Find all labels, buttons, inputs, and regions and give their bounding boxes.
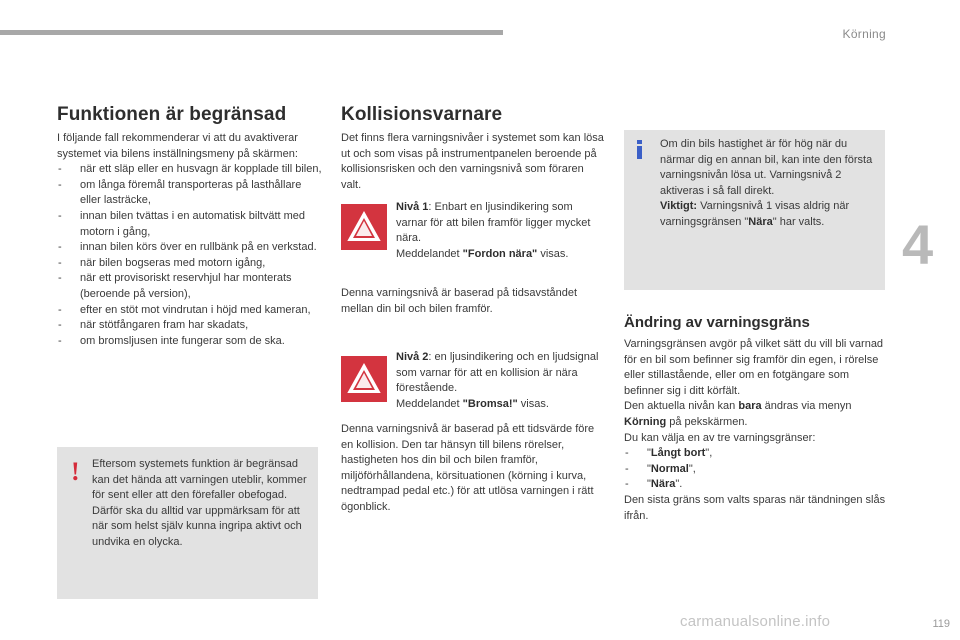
col3-p4: Den sista gräns som valts sparas när tändningen slås ifrån.	[624, 493, 886, 522]
option-suffix: ".	[675, 478, 683, 491]
col3-body	[624, 337, 886, 524]
col1-list	[57, 162, 322, 349]
level1-text	[396, 200, 601, 262]
page-number: 119	[932, 618, 950, 630]
exclamation-icon: !	[71, 457, 80, 486]
info-icon	[636, 140, 644, 160]
level2-desc: : en ljusindikering och en ljudsignal som varnar för att en kollision är nära förestående.	[396, 351, 599, 395]
col3-title: Ändring av varningsgräns	[624, 314, 810, 331]
important-bold: Nära	[748, 215, 773, 228]
list-item: - när ett släp eller en husvagn är kopplade till bilen,	[57, 162, 322, 178]
level1-msg-prefix: Meddelandet	[396, 247, 463, 260]
col1-title: Funktionen är begränsad	[57, 104, 287, 125]
option-suffix: ",	[688, 462, 696, 475]
header-bar	[0, 30, 503, 35]
col1-intro: I följande fall rekommenderar vi att du avaktiverar systemet via bilens inställningsmeny på skärmen:	[57, 132, 298, 160]
list-item: - när ett provisoriskt reservhjul har monterats (beroende på version),	[57, 271, 322, 302]
level2-msg-prefix: Meddelandet	[396, 397, 463, 410]
level2-msg: "Bromsa!"	[462, 397, 518, 410]
option-suffix: ",	[705, 447, 713, 460]
warning-box	[57, 447, 318, 599]
p2d: Körning	[624, 415, 667, 428]
warning-text	[92, 457, 314, 551]
level1-msg-suffix: visas.	[537, 247, 569, 260]
col3-p2	[624, 399, 886, 430]
list-item: - innan bilen tvättas i en automatisk biltvätt med motorn i gång,	[57, 209, 322, 240]
section-name: Körning	[842, 27, 886, 41]
list-item: - innan bilen körs över en rullbänk på en verkstad.	[57, 240, 322, 256]
level2-text	[396, 350, 601, 412]
info-text	[660, 137, 880, 231]
option-item: - "Nära".	[624, 477, 886, 493]
p2c: ändras via menyn	[761, 400, 852, 413]
p2a: Den aktuella nivån kan	[624, 400, 739, 413]
important-label: Viktigt:	[660, 200, 698, 213]
info-important	[660, 199, 880, 230]
watermark: carmanualsonline.info	[680, 613, 831, 630]
chapter-number: 4	[902, 213, 934, 276]
list-item: - efter en stöt mot vindrutan i höjd med kameran,	[57, 303, 322, 319]
col2-title: Kollisionsvarnare	[341, 104, 503, 125]
level1-msg: "Fordon nära"	[462, 247, 538, 260]
list-item: - om långa föremål transporteras på lasthållare eller lasträcke,	[57, 178, 322, 209]
col3-p3: Du kan välja en av tre varningsgränser:	[624, 431, 816, 444]
list-item: - när bilen bogseras med motorn igång,	[57, 256, 322, 272]
col1-body	[57, 131, 322, 349]
warning-text-2: Därför ska du alltid var uppmärksam för att när som helst själv kunna ingripa aktivt och undvika en olycka.	[92, 504, 302, 548]
level1-desc: : Enbart en ljusindikering som varnar för att bilen framför ligger mycket nära.	[396, 201, 591, 245]
col3-p1: Varningsgränsen avgör på vilket sätt du vill bli varnad för en bil som befinner sig framför din egen, i rörelse eller stillastående, eller om en fotgängare som befinner sig i ditt körfält.	[624, 338, 884, 397]
list-item: - om bromsljusen inte fungerar som de ska.	[57, 334, 322, 350]
level1-note: Denna varningsnivå är baserad på tidsavståndet mellan din bil och bilen framför.	[341, 287, 578, 315]
col2-intro: Det finns flera varningsnivåer i systemet som kan lösa ut och som visas på instrumentpanelen beroende på kollisionsrisken och den varningsnivå som föraren valt.	[341, 132, 604, 191]
list-item: - när stötfångaren fram har skadats,	[57, 318, 322, 334]
option-item: - "Normal",	[624, 462, 886, 478]
p2b: bara	[738, 400, 762, 413]
info-box	[624, 130, 885, 290]
info-text-main: Om din bils hastighet är för hög när du närmar dig en annan bil, kan inte den första varningsnivån lösa ut. Varningsnivå 2 aktiveras i så fall direkt.	[660, 138, 873, 197]
warning-text-1: Eftersom systemets funktion är begränsad kan det hända att varningen uteblir, kommer för sent eller att den förefaller obefogad.	[92, 458, 307, 502]
option-list	[624, 446, 886, 493]
important-text-b: " har valts.	[772, 215, 825, 228]
option-item: - "Långt bort",	[624, 446, 886, 462]
collision-warning-icon	[341, 204, 387, 250]
level2-msg-suffix: visas.	[517, 397, 549, 410]
option-label: Nära	[650, 478, 676, 491]
level1-label: Nivå 1	[396, 201, 429, 213]
important-text-a: Varningsnivå 1 visas aldrig när varningsgränsen "	[660, 200, 850, 228]
level2-label: Nivå 2	[396, 351, 429, 363]
option-label: Normal	[650, 462, 689, 475]
collision-alert-icon	[341, 356, 387, 402]
p2e: på pekskärmen.	[666, 415, 748, 428]
option-label: Långt bort	[650, 447, 706, 460]
level2-note: Denna varningsnivå är baserad på ett tidsvärde före en kollision. Den tar hänsyn till bilens rörelser, hastigheten hos din bil och bilen framför, miljöförhållandena, körsituationen (körning i kurva, nedtrampad pedal etc.) för att utlösa varningen i rätt ögonblick.	[341, 423, 595, 513]
